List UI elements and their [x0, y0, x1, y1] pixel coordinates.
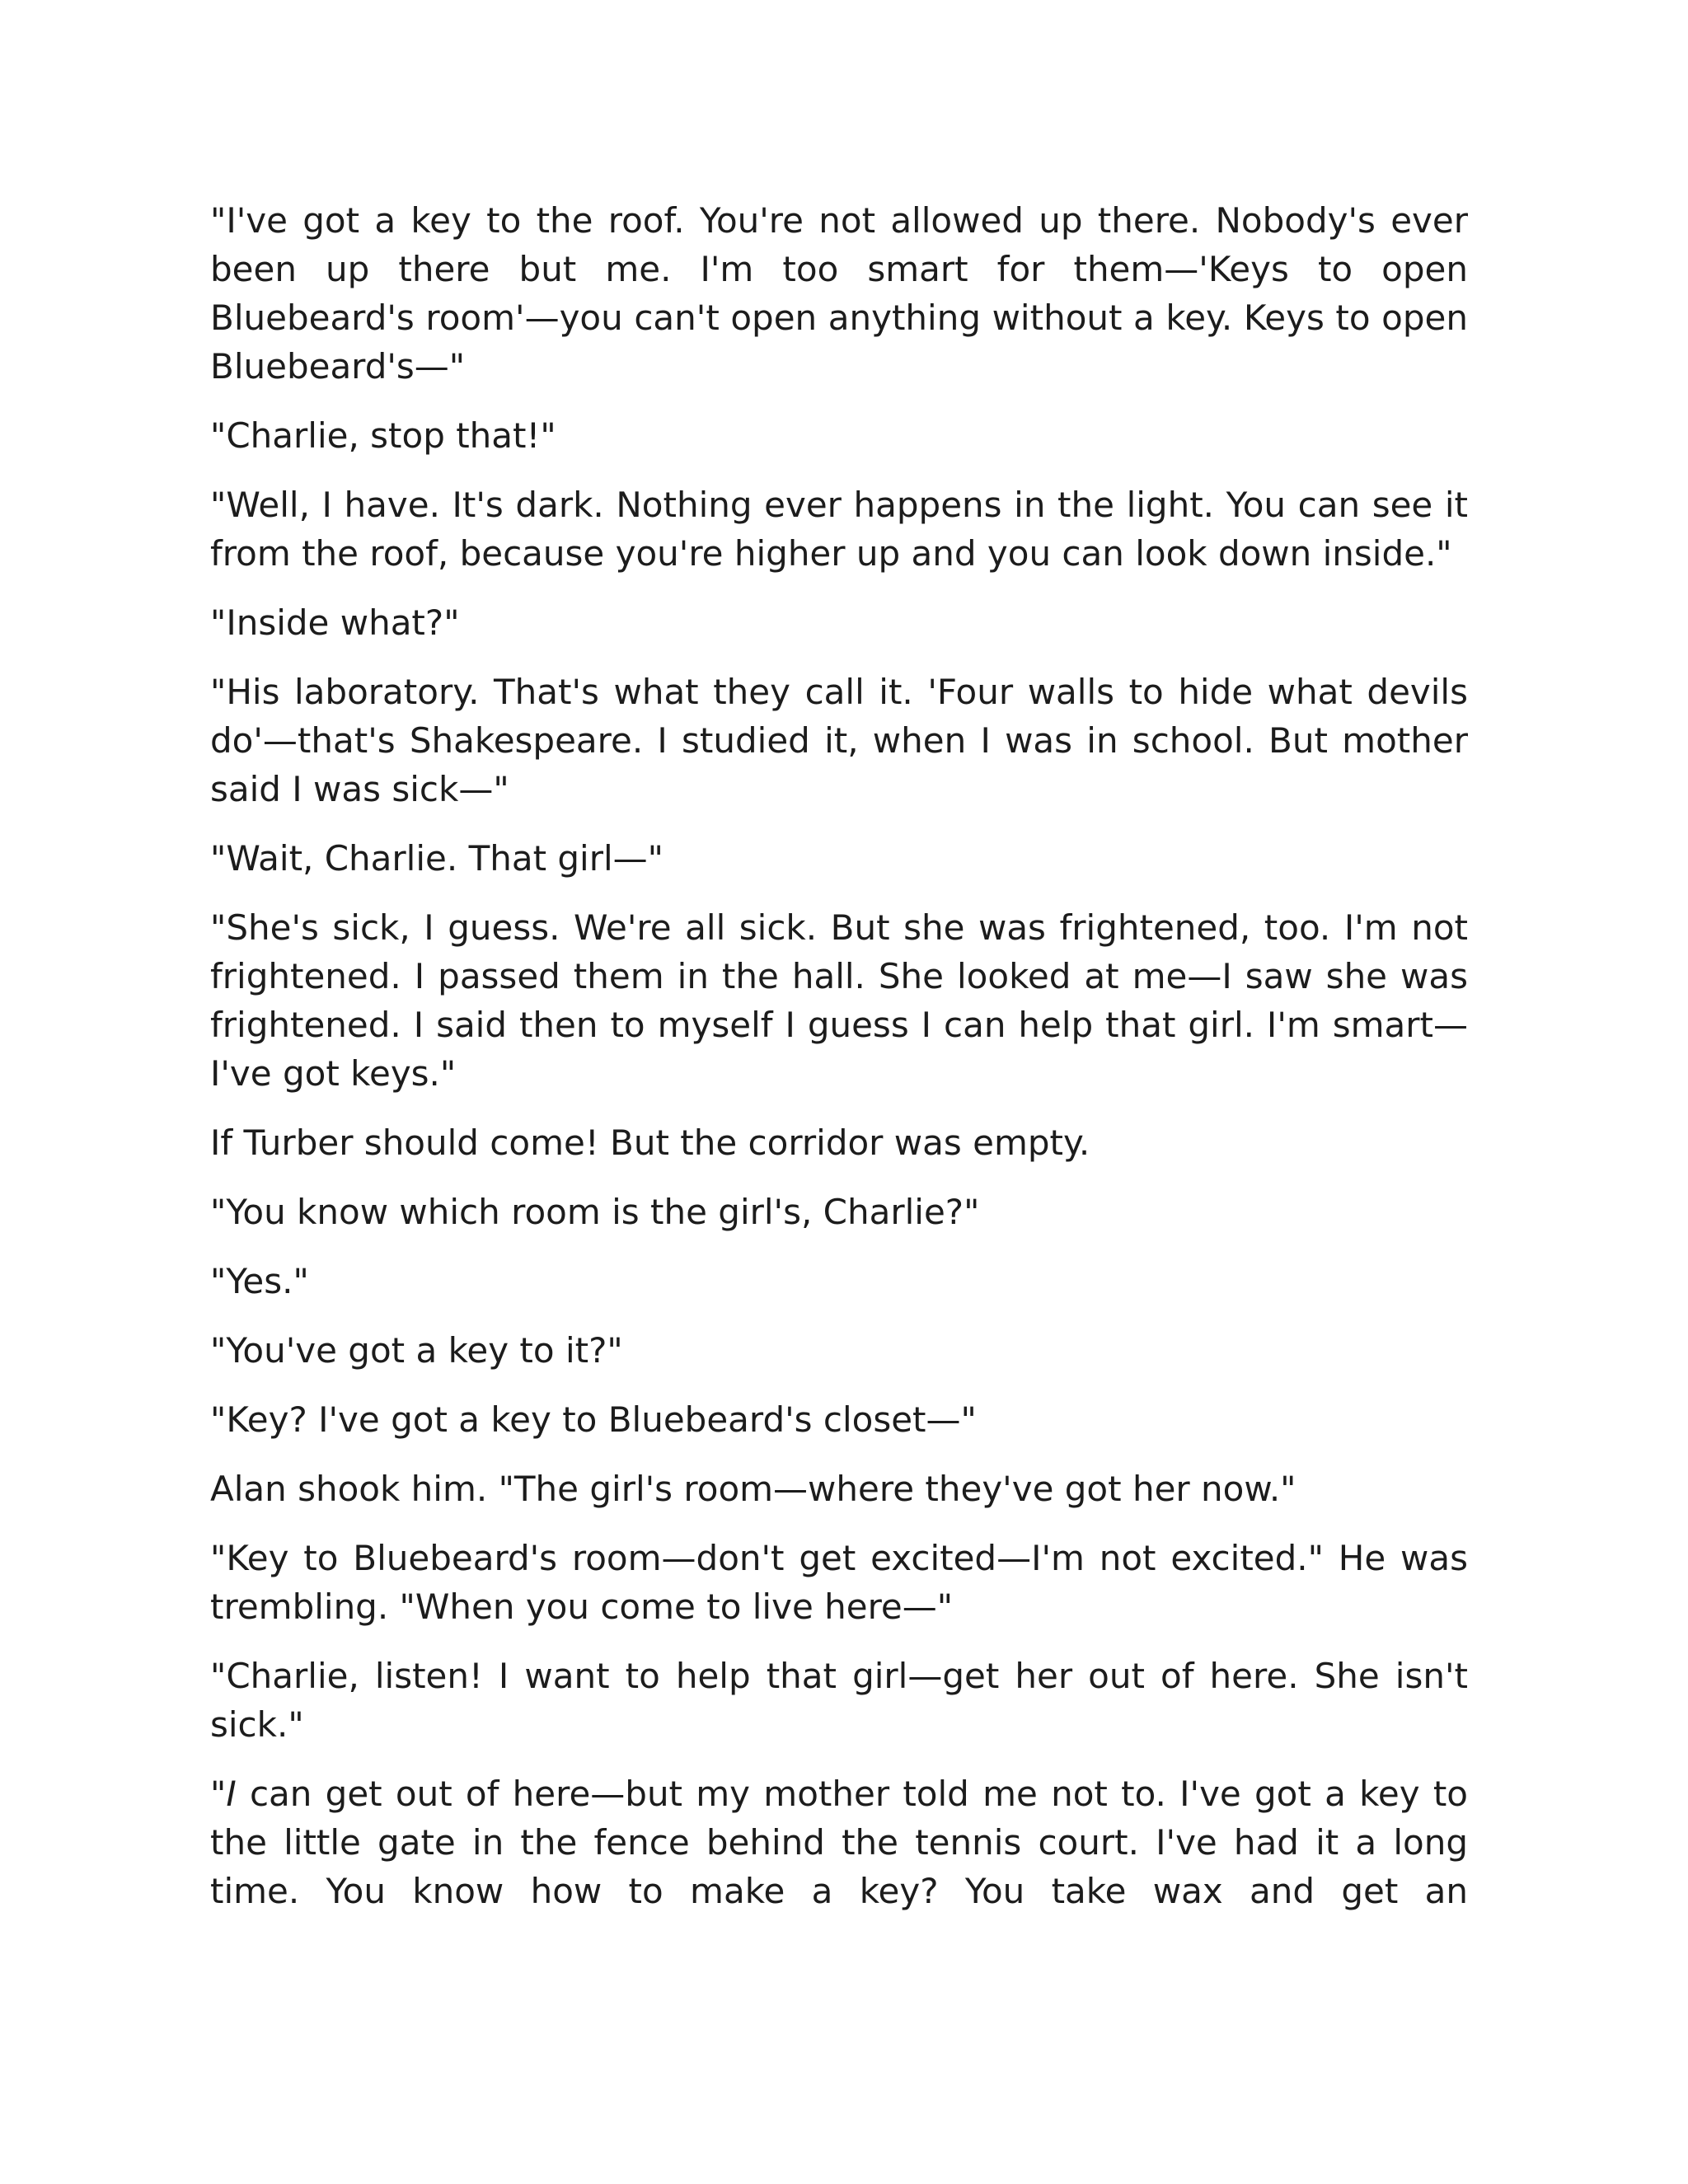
- paragraph: "Yes.": [210, 1261, 309, 1301]
- paragraph: "Charlie, stop that!": [210, 415, 556, 456]
- paragraph: "Key to Bluebeard's room—don't get excited—I'm not excited." He was trembling. "When you come to live here—": [210, 1538, 1468, 1627]
- paragraph: "Well, I have. It's dark. Nothing ever happens in the light. You can see it from the roof, because you're higher up and you can look down inside.": [210, 485, 1468, 574]
- page-text: [210, 196, 1468, 1915]
- paragraph: "Charlie, listen! I want to help that girl—get her out of here. She isn't sick.": [210, 1656, 1468, 1745]
- paragraph: "Wait, Charlie. That girl—": [210, 838, 663, 879]
- paragraph: "Inside what?": [210, 602, 460, 643]
- paragraph: "She's sick, I guess. We're all sick. But she was frightened, too. I'm not frightened. I passed them in the hall. She looked at me—I saw she was frightened. I said then to myself I guess I can help that girl. I'm smart—I've got keys.": [210, 907, 1468, 1094]
- paragraph: Alan shook him. "The girl's room—where they've got her now.": [210, 1469, 1296, 1509]
- final-paragraph-text: can get out of here—but my mother told me not to. I've got a key to the little gate in the fence behind the tennis court. I've had it a long time. You know how to make a key? You take wax and get an: [210, 1774, 1468, 1911]
- paragraph: "You've got a key to it?": [210, 1330, 623, 1371]
- open-quote: ": [210, 1774, 227, 1814]
- italic-word: I: [226, 1774, 237, 1814]
- final-paragraph: [210, 1769, 1468, 1915]
- paragraph: "You know which room is the girl's, Charlie?": [210, 1192, 980, 1232]
- paragraph: "Key? I've got a key to Bluebeard's closet—": [210, 1399, 977, 1440]
- paragraph: If Turber should come! But the corridor was empty.: [210, 1122, 1090, 1163]
- paragraph: "I've got a key to the roof. You're not allowed up there. Nobody's ever been up there but me. I'm too smart for them—'Keys to open Bluebeard's room'—you can't open anything without a key. Keys to open Bluebeard's—": [210, 200, 1468, 387]
- paragraph: "His laboratory. That's what they call it. 'Four walls to hide what devils do'—that's Shakespeare. I studied it, when I was in school. But mother said I was sick—": [210, 672, 1468, 809]
